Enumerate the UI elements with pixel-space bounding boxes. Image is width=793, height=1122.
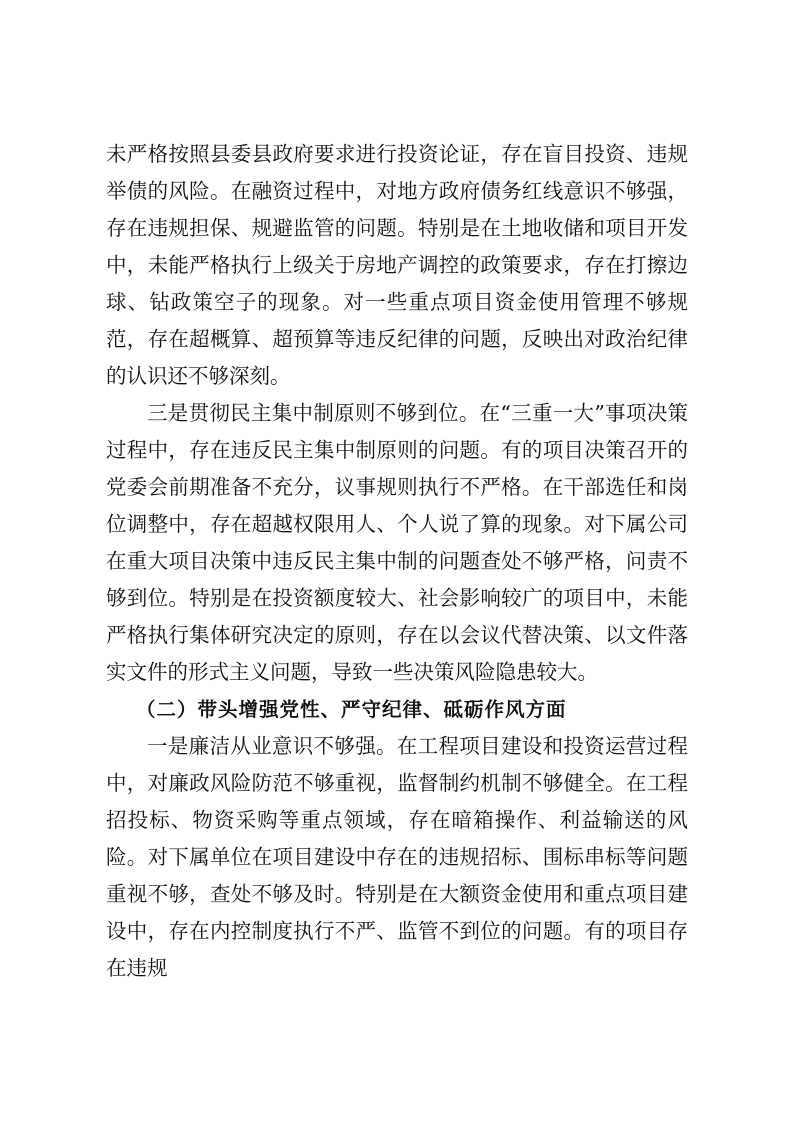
body-paragraph: 三是贯彻民主集中制原则不够到位。在“三重一大”事项决策过程中，存在违反民主集中制原则的问题。有的项目决策召开的党委会前期准备不充分，议事规则执行不严格。在干部选任和岗位调整中，存在超越权限用人、个人说了算的现象。对下属公司在重大项目决策中违反民主集中制的问题查处不够严格，问责不够到位。特别是在投资额度较大、社会影响较广的项目中，未能严格执行集体研究决定的原则，存在以会议代替决策、以文件落实文件的形式主义问题，导致一些决策风险隐患较大。 xyxy=(106,401,688,684)
section-heading: （二）带头增强党性、严守纪律、砥砺作风方面 xyxy=(136,698,567,721)
body-paragraph: 一是廉洁从业意识不够强。在工程项目建设和投资运营过程中，对廉政风险防范不够重视，监督制约机制不够健全。在工程招投标、物资采购等重点领域，存在暗箱操作、利益输送的风险。对下属单位在项目建设中存在的违规招标、围标串标等问题重视不够，查处不够及时。特别是在大额资金使用和重点项目建设中，存在内控制度执行不严、监管不到位的问题。有的项目存在违规 xyxy=(106,734,688,980)
document-body xyxy=(106,136,688,987)
body-paragraph: 未严格按照县委县政府要求进行投资论证，存在盲目投资、违规举债的风险。在融资过程中，对地方政府债务红线意识不够强，存在违规担保、规避监管的问题。特别是在土地收储和项目开发中，未能严格执行上级关于房地产调控的政策要求，存在打擦边球、钻政策空子的现象。对一些重点项目资金使用管理不够规范，存在超概算、超预算等违反纪律的问题，反映出对政治纪律的认识还不够深刻。 xyxy=(106,142,688,388)
